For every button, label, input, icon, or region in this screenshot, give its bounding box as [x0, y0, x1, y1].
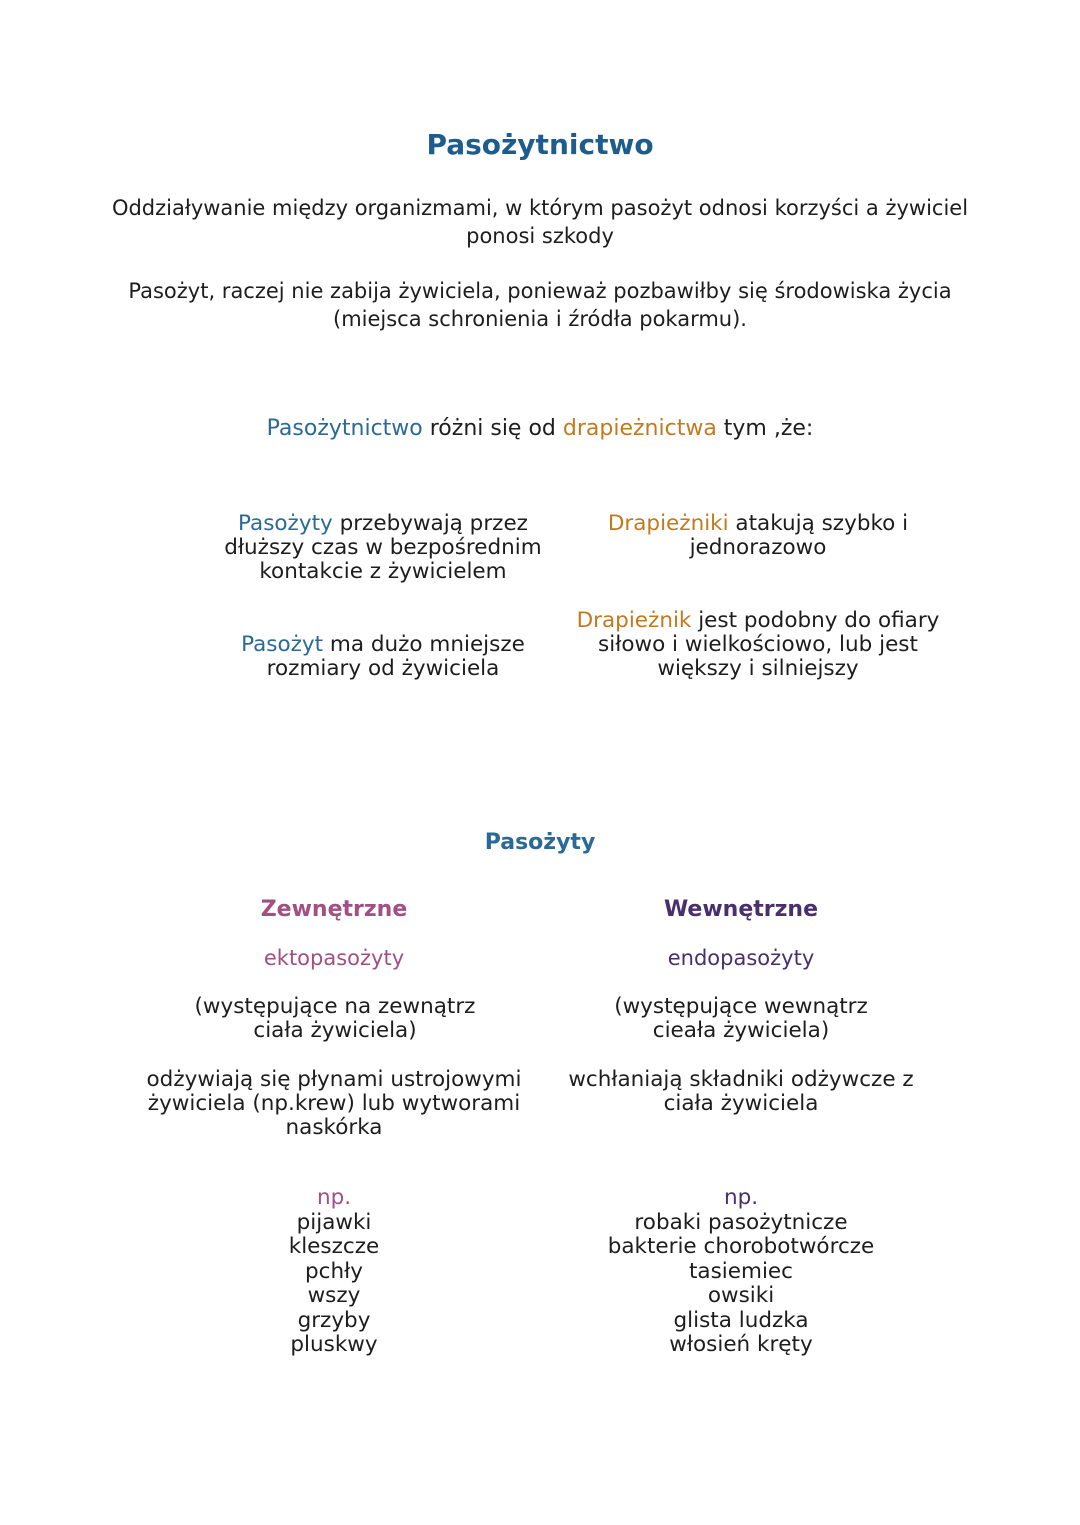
parasite-point-text: ma dużo mniejsze rozmiary od żywiciela [266, 632, 525, 681]
list-item: glista ludzka [673, 1307, 809, 1333]
comparison-sentence [0, 416, 1080, 441]
definition-text: Oddziaływanie między organizmami, w którym pasożyt odnosi korzyści a żywiciel ponosi szkody [111, 196, 969, 248]
parasite-point-text: przebywają przez dłuższy czas w bezpośrednim kontakcie z żywicielem [224, 511, 542, 584]
comparison-tail: tym ,że: [716, 416, 814, 441]
comparison-term-parasitism: Pasożytnictwo [266, 416, 423, 441]
list-item: pluskwy [290, 1332, 378, 1357]
predator-point-1 [588, 512, 928, 560]
external-examples [134, 1186, 534, 1358]
list-item: owsiki [707, 1283, 775, 1308]
external-term: ektopasożyty [263, 946, 405, 970]
predator-point-term: Drapieżniki [607, 511, 729, 536]
list-item: pijawki [296, 1209, 372, 1235]
list-item: tasiemiec [689, 1258, 793, 1284]
list-item: wszy [307, 1283, 361, 1308]
list-item: robaki pasożytnicze [634, 1209, 848, 1235]
predator-point-text: jest podobny do ofiary siłowo i wielkościowo, lub jest większy i silniejszy [598, 608, 940, 681]
list-item: włosień kręty [669, 1332, 813, 1357]
parasite-point-1 [200, 512, 566, 584]
external-nutrition: odżywiają się płynami ustrojowymi żywiciela (np.krew) lub wytworami naskórka [146, 1067, 522, 1140]
external-location: (występujące na zewnątrz ciała żywiciela) [194, 994, 476, 1043]
note-text: Pasożyt, raczej nie zabija żywiciela, ponieważ pozbawiłby się środowiska życia (miejsca schronienia i źródła pokarmu). [128, 279, 952, 331]
page-title: Pasożytnictwo [426, 128, 654, 161]
predator-point-text: atakują szybko i jednorazowo [689, 511, 909, 560]
internal-location: (występujące wewnątrz cieała żywiciela) [614, 994, 868, 1043]
external-heading: Zewnętrzne [260, 897, 408, 922]
parasite-point-term: Pasożyt [241, 632, 324, 657]
internal-examples [541, 1186, 941, 1358]
comparison-mid: różni się od [422, 416, 563, 441]
parasite-point-2 [200, 633, 566, 681]
list-item: kleszcze [288, 1234, 380, 1259]
parasites-heading: Pasożyty [484, 830, 596, 855]
internal-term: endopasożyty [667, 946, 815, 970]
predator-point-term: Drapieżnik [576, 608, 692, 633]
internal-nutrition: wchłaniają składniki odżywcze z ciała żywiciela [568, 1067, 914, 1116]
list-item: pchły [305, 1258, 363, 1284]
external-examples-label: np. [316, 1185, 352, 1210]
list-item: bakterie chorobotwórcze [607, 1234, 875, 1259]
predator-point-2 [570, 609, 946, 681]
internal-examples-label: np. [723, 1185, 759, 1210]
list-item: grzyby [297, 1307, 371, 1333]
parasite-point-term: Pasożyty [238, 511, 333, 536]
comparison-term-predation: drapieżnictwa [562, 416, 717, 441]
internal-heading: Wewnętrzne [663, 897, 819, 922]
